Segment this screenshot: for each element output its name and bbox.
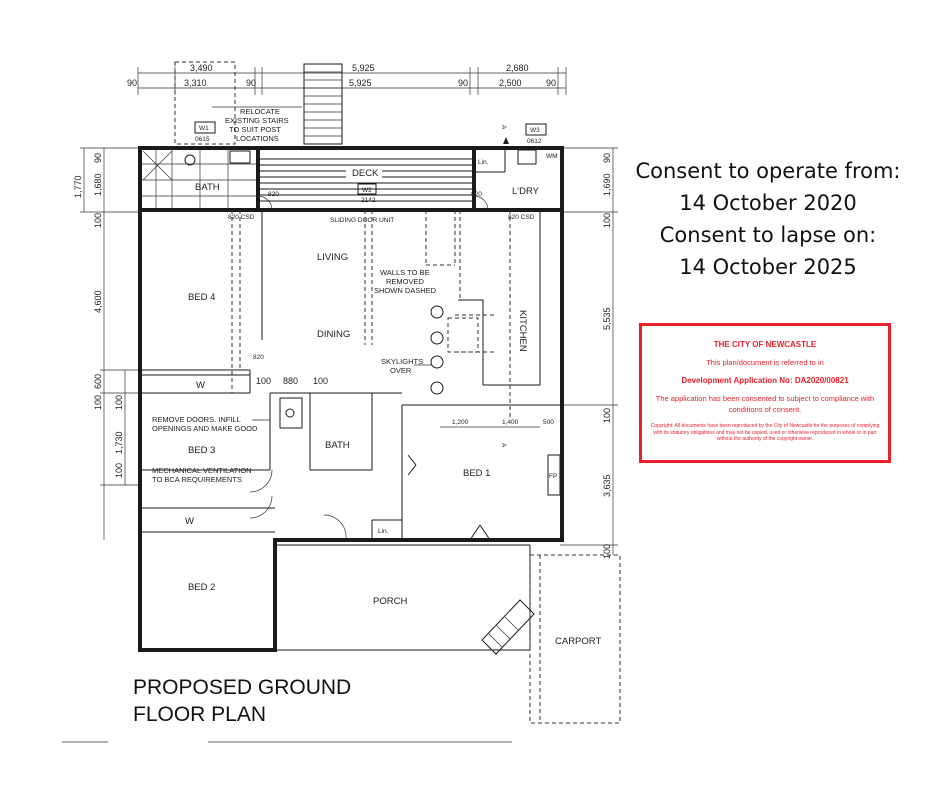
svg-text:EXISTING STAIRS: EXISTING STAIRS [225,116,289,125]
svg-text:90: 90 [602,152,612,163]
svg-text:WALLS TO BE: WALLS TO BE [380,268,430,277]
dim-top2-90b: 90 [246,78,257,88]
dim-top2-90c: 90 [458,78,469,88]
removed-walls-dashed [232,210,510,420]
dim-top-2680: 2,680 [506,63,529,73]
label-csd-left: 820 CSD [228,214,255,221]
stamp-authority: THE CITY OF NEWCASTLE [713,340,817,349]
svg-text:SHOWN DASHED: SHOWN DASHED [374,286,437,295]
label-lin-top: Lin. [478,159,489,166]
tag-w3: W3 [530,127,540,134]
tag-w1-size: 0615 [195,136,210,143]
consent-dates [618,155,918,283]
tag-w3-size: 0612 [527,138,542,145]
stamp-consented: The application has been consented to subject to compliance with conditions of consent. [655,394,875,414]
svg-text:100: 100 [114,462,124,478]
svg-text:100: 100 [313,376,329,386]
tag-w1: W1 [199,125,209,132]
consent-operate-label: Consent to operate from: [635,159,901,183]
svg-text:880: 880 [283,376,299,386]
svg-text:REMOVE DOORS. INFILL: REMOVE DOORS. INFILL [152,415,241,424]
svg-text:TO BCA REQUIREMENTS: TO BCA REQUIREMENTS [152,475,242,484]
room-label-porch: PORCH [373,596,408,607]
svg-text:500: 500 [543,419,554,426]
svg-text:600: 600 [93,373,103,389]
consent-lapse-date: 14 October 2025 [679,255,857,279]
consent-lapse-label: Consent to lapse on: [659,223,877,247]
svg-text:1,690: 1,690 [602,173,612,196]
consent-operate-date: 14 October 2020 [679,191,857,215]
note-relocate-stairs [212,107,302,143]
svg-text:1,200: 1,200 [452,419,469,426]
svg-text:100: 100 [93,394,103,410]
plan-title-line1: PROPOSED GROUND [133,676,352,699]
svg-text:SKYLIGHTS: SKYLIGHTS [381,357,424,366]
room-label-living: LIVING [317,252,349,263]
svg-text:1,680: 1,680 [93,173,103,196]
svg-text:TO SUIT POST: TO SUIT POST [229,125,281,134]
plan-title-line2: FLOOR PLAN [133,703,267,726]
label-csd-right: 820 CSD [508,214,535,221]
stamp-referred: This plan/document is referred to in [706,358,824,367]
interior-walls [142,212,562,545]
room-label-dining: DINING [317,329,351,340]
svg-text:100: 100 [602,212,612,228]
section-marker-mid: A [500,443,507,448]
room-label-bed1: BED 1 [463,468,491,479]
dim-top2-3310: 3,310 [184,78,207,88]
svg-text:OPENINGS AND MAKE GOOD: OPENINGS AND MAKE GOOD [152,424,258,433]
bed3-area [152,415,272,518]
svg-text:90: 90 [93,152,103,163]
dim-top2-90a: 90 [127,78,138,88]
mid-bath [280,398,350,538]
room-label-ldry: L'DRY [512,186,539,197]
top-dimensions [127,63,566,95]
bed1-area [378,419,560,540]
svg-text:OVER: OVER [390,366,412,375]
svg-text:LOCATIONS: LOCATIONS [236,134,279,143]
svg-text:100: 100 [114,394,124,410]
council-approval-stamp [639,323,891,463]
dim-top2-90d: 90 [546,78,557,88]
right-dimensions [560,148,618,559]
svg-text:REMOVED: REMOVED [386,277,424,286]
dim-top2-2500: 2,500 [499,78,522,88]
svg-text:820: 820 [471,191,482,198]
svg-text:5,535: 5,535 [602,307,612,330]
note-walls-removed [374,268,437,375]
svg-text:1,730: 1,730 [114,431,124,454]
svg-text:MECHANICAL VENTILATION: MECHANICAL VENTILATION [152,466,252,475]
room-label-bed4: BED 4 [188,292,216,303]
svg-text:100: 100 [602,407,612,423]
room-label-kitchen: KITCHEN [517,310,528,352]
room-label-carport: CARPORT [555,636,602,647]
label-sliding-door: SLIDING DOOR UNIT [330,217,395,224]
label-w-bed2: W [185,516,194,527]
room-label-deck: DECK [352,168,379,179]
svg-text:100: 100 [93,212,103,228]
svg-text:4,600: 4,600 [93,290,103,313]
kitchen-bench [431,212,540,394]
room-label-bath-top: BATH [195,182,220,193]
label-w-bed4: W [196,380,205,391]
stamp-application-number: Development Application No: DA2020/00821 [681,376,849,385]
room-label-bath-mid: BATH [325,440,350,451]
dim-top2-5925: 5,925 [349,78,372,88]
left-dimensions [73,148,140,540]
svg-text:100: 100 [602,543,612,559]
svg-text:820: 820 [268,191,279,198]
laundry [471,148,558,210]
svg-text:1,400: 1,400 [502,419,519,426]
section-marker-top: A [500,125,507,130]
room-label-bed3: BED 3 [188,445,216,456]
svg-text:100: 100 [256,376,272,386]
svg-text:1,770: 1,770 [73,175,83,198]
label-lin-bottom: Lin. [378,528,389,535]
dim-top-5925: 5,925 [352,63,375,73]
dim-top-3490: 3,490 [190,63,213,73]
room-label-bed2: BED 2 [188,582,216,593]
svg-text:RELOCATE: RELOCATE [240,107,280,116]
stamp-copyright: Copyright: All documents have been reproduced by the City of Newcastle for the purposes of complying with its statutory obligations and may not be copied, used or otherwise reproduced in whole or in part without the authority of the copyright owner. [650,423,880,442]
deck [258,159,474,204]
svg-text:3,635: 3,635 [602,474,612,497]
carport [530,555,620,723]
tag-w2: W2 [362,187,372,194]
label-wm: WM [546,153,558,160]
porch [275,545,534,654]
tag-w2-size: 2142 [361,197,376,204]
svg-text:820: 820 [253,354,264,361]
stairs [304,64,342,144]
label-fp: FP [549,473,558,480]
